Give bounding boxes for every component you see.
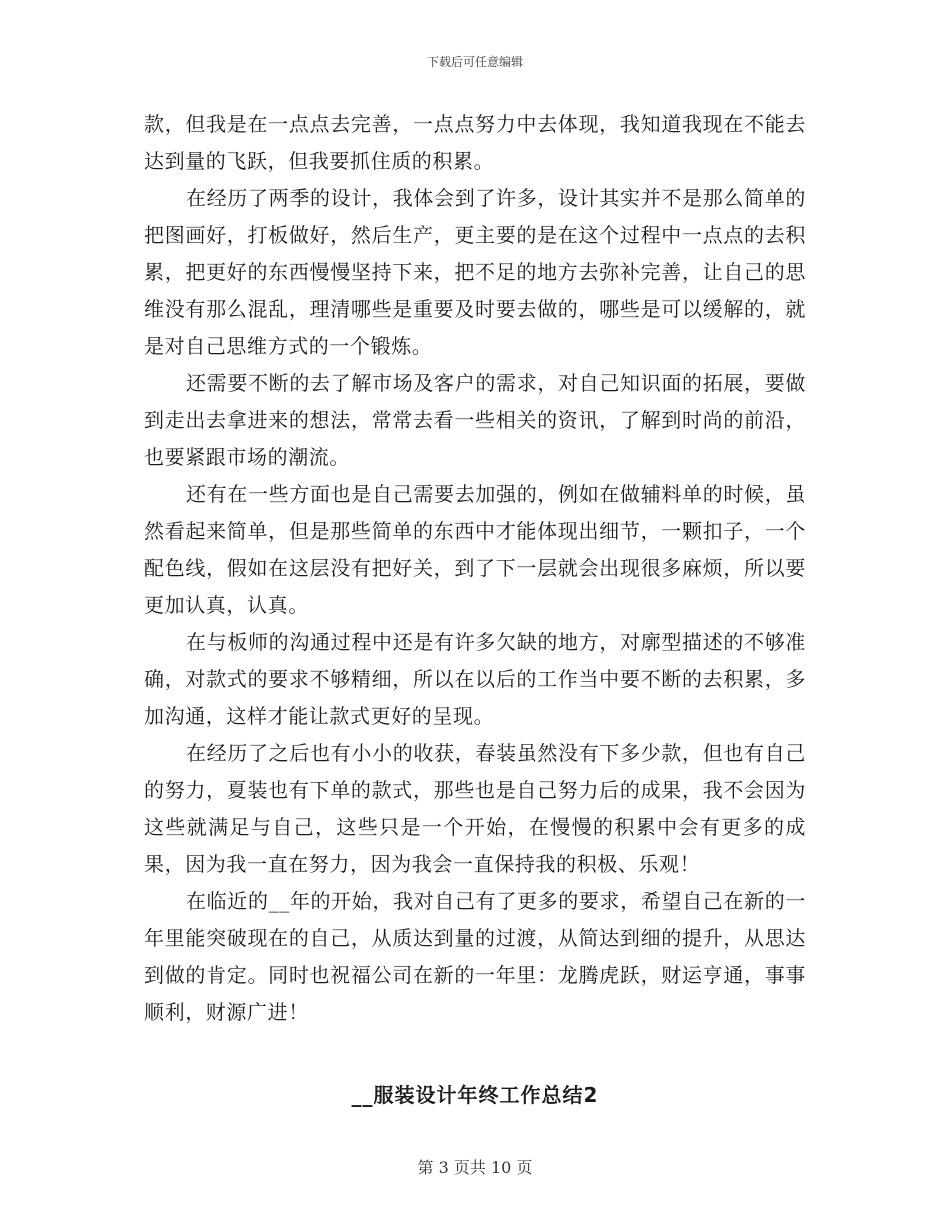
section-heading: __服装设计年终工作总结2 <box>351 1083 599 1107</box>
document-body <box>144 106 806 1031</box>
paragraph-new-year: 在临近的__年的开始，我对自己有了更多的要求，希望自己在新的一年里能突破现在的自己，从质达到量的过渡，从简达到细的提升，从思达到做的肯定。同时也祝福公司在新的一年里：龙腾虎跃，财运亨通，事事顺利，财源广进！ <box>144 889 806 1024</box>
paragraph-achievements: 在经历了之后也有小小的收获，春装虽然没有下多少款，但也有自己的努力，夏装也有下单的款式，那些也是自己努力后的成果，我不会因为这些就满足与自己，这些只是一个开始，在慢慢的积累中会有更多的成果，因为我一直在努力，因为我会一直保持我的积极、乐观！ <box>144 741 806 876</box>
page-header: 下载后可任意编辑 <box>426 55 523 69</box>
paragraph-continuation: 款，但我是在一点点去完善，一点点努力中去体现，我知道我现在不能去达到量的飞跃，但我要抓住质的积累。 <box>144 112 806 173</box>
page-number: 第 3 页共 10 页 <box>417 1158 533 1177</box>
paragraph-design-experience: 在经历了两季的设计，我体会到了许多，设计其实并不是那么简单的把图画好，打板做好，然后生产，更主要的是在这个过程中一点点的去积累，把更好的东西慢慢坚持下来，把不足的地方去弥补完善，让自己的思维没有那么混乱，理清哪些是重要及时要去做的，哪些是可以缓解的，就是对自己思维方式的一个锻炼。 <box>144 186 806 358</box>
paragraph-communication: 在与板师的沟通过程中还是有许多欠缺的地方，对廓型描述的不够准确，对款式的要求不够精细，所以在以后的工作当中要不断的去积累，多加沟通，这样才能让款式更好的呈现。 <box>144 630 806 728</box>
paragraph-details: 还有在一些方面也是自己需要去加强的，例如在做辅料单的时候，虽然看起来简单，但是那些简单的东西中才能体现出细节，一颗扣子，一个配色线，假如在这层没有把好关，到了下一层就会出现很多麻烦，所以要更加认真，认真。 <box>144 482 806 617</box>
paragraph-market-needs: 还需要不断的去了解市场及客户的需求，对自己知识面的拓展，要做到走出去拿进来的想法，常常去看一些相关的资讯，了解到时尚的前沿，也要紧跟市场的潮流。 <box>144 371 806 469</box>
